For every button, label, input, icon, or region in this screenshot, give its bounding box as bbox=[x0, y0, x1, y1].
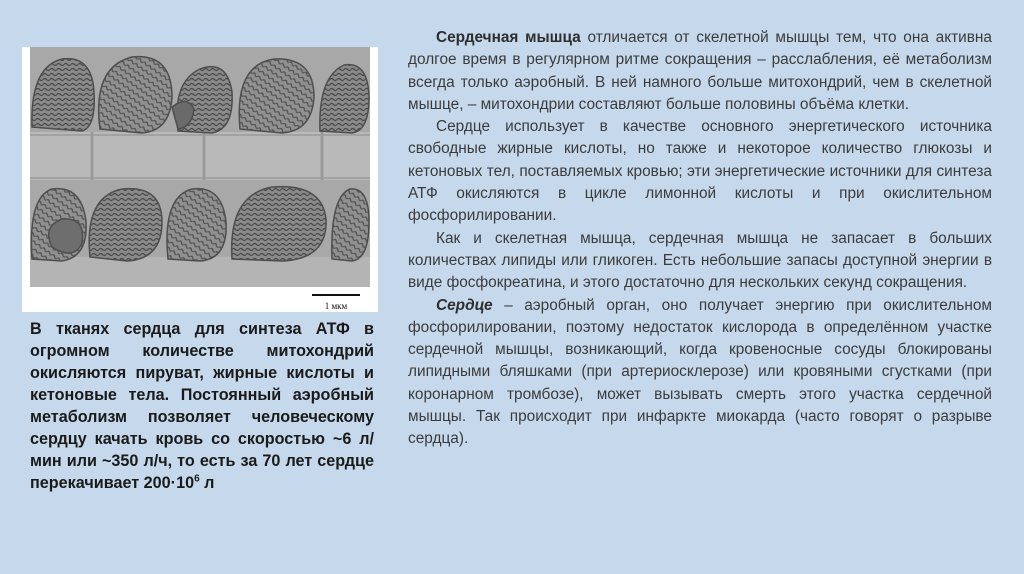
paragraph-1: Сердечная мышца отличается от скелетной мышцы тем, что она активна долгое время в регулярном ритме сокращения – расслабления, её метаболизм всегда только аэробный. В ней намного больше митохондрий, чем в скелетной мышце, – митохондрии составляют больше половины объёма клетки. bbox=[408, 29, 992, 113]
mitochondria-micrograph bbox=[22, 47, 378, 312]
caption-exponent: 6 bbox=[194, 473, 200, 485]
scale-bar bbox=[312, 295, 360, 311]
paragraph-4: Сердце – аэробный орган, оно получает энергию при окислительном фосфорилировании, поэтому недостаток кислорода в определённом участке сердечной мышцы, возникающий, когда кровеносные сосуды блокированы липидными бляшками (при артериосклерозе) или кровяными сгустками (при коронарном тромбозе), может вызывать смерть этого участка сердечной мышцы. Так происходит при инфаркте миокарда (часто говорят о разрыве сердца). bbox=[408, 296, 992, 448]
scale-bar-label: 1 мкм bbox=[324, 301, 348, 311]
main-text bbox=[408, 27, 992, 451]
paragraph-2: Сердце использует в качестве основного энергетического источника свободные жирные кислоты, но также и некоторое количество глюкозы и кетоновых тел, поставляемых кровью; эти энергетические источники для синтеза АТФ окисляются в цикле лимонной кислоты и при окислительном фосфорилировании. bbox=[408, 118, 992, 225]
paragraph-3: Как и скелетная мышца, сердечная мышца не запасает в больших количествах липиды или гликоген. Есть небольшие запасы доступной энергии в виде фосфокреатина, и этого достаточно для нескольких секунд сокращения. bbox=[408, 229, 992, 292]
term-heart-muscle: Сердечная мышца bbox=[436, 29, 581, 46]
caption-text: В тканях сердца для синтеза АТФ в огромном количестве митохондрий окисляются пируват, жирные кислоты и кетоновые тела. Постоянный аэробный метаболизм позволяет человеческому сердцу качать кровь со скоростью ~6 л/мин или ~350 л/ч, то есть за 70 лет сердце перекачивает $200\cdot 10^6$ л bbox=[30, 320, 374, 492]
term-heart: Сердце bbox=[436, 296, 493, 314]
